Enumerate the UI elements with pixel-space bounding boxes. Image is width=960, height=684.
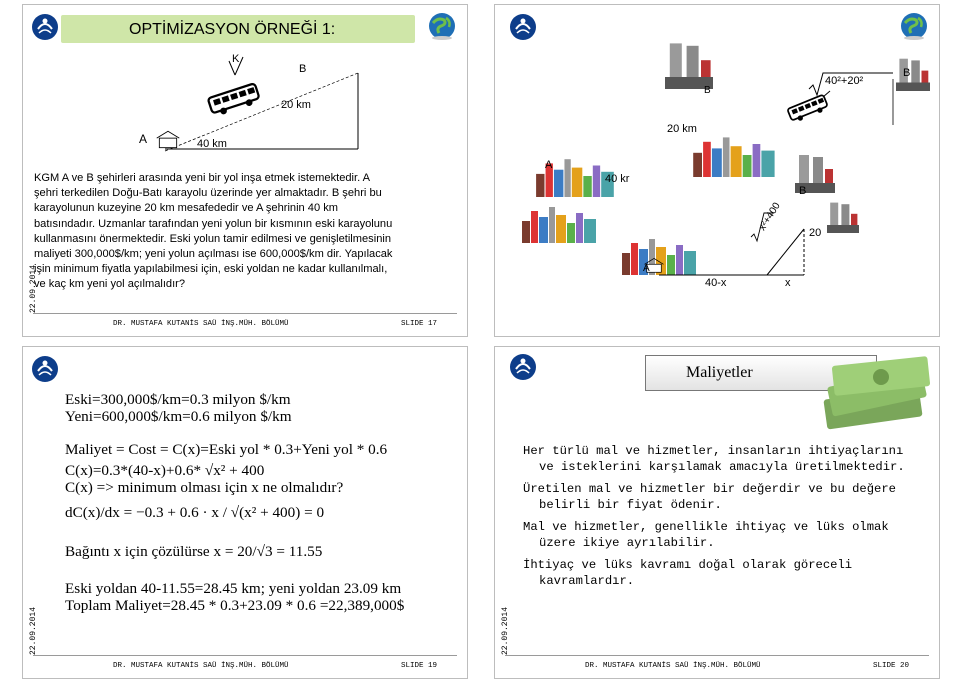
footer-divider xyxy=(505,655,929,656)
text-line: işin minimum fiyatla yapılabilmesi için, eski yoldan ne kadar kullanılmalı, xyxy=(34,263,388,276)
text-line: Eski=300,000$/km=0.3 milyon $/km xyxy=(65,391,291,408)
label-b-top: B xyxy=(704,85,711,96)
label-40-minus-x: 40-x xyxy=(705,277,727,289)
label-40kr: 40 kr xyxy=(605,173,630,185)
text-line: şehri terkedilen Doğu-Batı karayolu üzerinde yer almaktadır. B şehri bu xyxy=(34,187,382,200)
text-line: maliyeti 300,000$/km; yeni yolun açılması ise 600,000$/km dir. Yapılacak xyxy=(34,248,393,261)
slide-20 xyxy=(494,346,940,679)
label-k: K xyxy=(232,53,240,65)
university-logo-icon xyxy=(31,13,59,41)
text-line: C(x)=0.3*(40-x)+0.6* √x² + 400 xyxy=(65,462,265,479)
slide-title: OPTİMİZASYON ÖRNEĞİ 1: xyxy=(129,21,336,38)
bullet-item: Mal ve hizmetler, genellikle ihtiyaç ve lüks olmak üzere ikiye ayrılabilir. xyxy=(523,520,889,550)
footer-author: DR. MUSTAFA KUTANİS SAÜ İNŞ.MÜH. BÖLÜMÜ xyxy=(585,662,761,670)
slide-date: 22.09.2014 xyxy=(29,606,38,655)
footer-divider xyxy=(33,313,457,314)
text-line: Toplam Maliyet=28.45 * 0.3+23.09 * 0.6 =22,389,000$ xyxy=(65,597,405,614)
bullet-item: İhtiyaç ve lüks kavramı doğal olarak göreceli kavramlardır. xyxy=(523,558,853,588)
footer-divider xyxy=(33,655,457,656)
label-20km: 20 km xyxy=(667,123,697,135)
text-line: ve kaç km yeni yol açılmalıdır? xyxy=(34,278,186,291)
text-line: C(x) => minimum olması için x ne olmalıdır? xyxy=(65,479,344,496)
label-20km: 20 km xyxy=(281,99,311,111)
label-b-top2: B xyxy=(903,67,911,79)
text-line: Yeni=600,000$/km=0.6 milyon $/km xyxy=(65,408,292,425)
text-line: kullanmasını önermektedir. Eski yolun tamir edilmesi ve genişletilmesinin xyxy=(34,232,391,245)
solution-text xyxy=(65,391,404,614)
text-line: Maliyet = Cost = C(x)=Eski yol * 0.3+Yeni yol * 0.6 xyxy=(65,441,388,458)
globe-icon xyxy=(427,11,457,41)
slide-number: SLIDE 20 xyxy=(872,662,909,670)
label-hypotenuse-top: 40²+20² xyxy=(825,75,864,87)
footer-author: DR. MUSTAFA KUTANİS SAÜ İNŞ.MÜH. BÖLÜMÜ xyxy=(113,320,289,328)
label-b: B xyxy=(299,63,307,75)
slide-date: 22.09.2014 xyxy=(501,606,510,655)
slide-title: Maliyetler xyxy=(686,364,753,381)
university-logo-icon xyxy=(31,355,59,383)
text-line: Eski yoldan 40-11.55=28.45 km; yeni yoldan 23.09 km xyxy=(65,580,402,597)
university-logo-icon xyxy=(509,353,537,381)
label-a: A xyxy=(545,159,553,171)
slide-number: SLIDE 19 xyxy=(400,662,437,670)
title-banner xyxy=(61,15,415,43)
label-b: B xyxy=(799,185,807,197)
bullet-list xyxy=(523,443,923,595)
label-40km: 40 km xyxy=(197,138,227,150)
text-line: karayolunun kuzeyine 20 km mesafededir ve A şehrinin 40 km xyxy=(34,202,339,215)
label-20: 20 xyxy=(809,227,822,239)
text-line: Bağıntı x için çözülürse x = 20/√3 = 11.55 xyxy=(65,543,323,560)
slide-date: 22.09.2014 xyxy=(29,264,38,313)
problem-text xyxy=(34,171,459,293)
slide-19 xyxy=(22,346,468,679)
money-stack-icon xyxy=(819,349,935,433)
text-line: dC(x)/dx = −0.3 + 0.6 · x / √(x² + 400) = 0 xyxy=(65,504,325,521)
label-hypotenuse: x²+400 xyxy=(757,200,783,233)
bullet-item: Üretilen mal ve hizmetler bir değerdir ve bu değere belirli bir fiyat ödenir. xyxy=(523,482,896,512)
label-x: x xyxy=(785,277,791,289)
footer-author: DR. MUSTAFA KUTANİS SAÜ İNŞ.MÜH. BÖLÜMÜ xyxy=(113,662,289,670)
label-a: A xyxy=(139,132,148,146)
slide-number: SLIDE 17 xyxy=(400,320,437,328)
text-line: batısındadır. Uzmanlar tarafından yeni yolun bir kısmının eski karayolunu xyxy=(34,217,393,230)
slide-18 xyxy=(494,4,940,337)
slide-17 xyxy=(22,4,468,337)
label-a2: A xyxy=(643,263,650,274)
bullet-item: Her türlü mal ve hizmetler, insanların ihtiyaçlarını ve isteklerini karşılamak amacıyla üretilmektedir. xyxy=(523,444,905,474)
text-line: KGM A ve B şehirleri arasında yeni bir yol inşa etmek istemektedir. A xyxy=(34,172,371,184)
